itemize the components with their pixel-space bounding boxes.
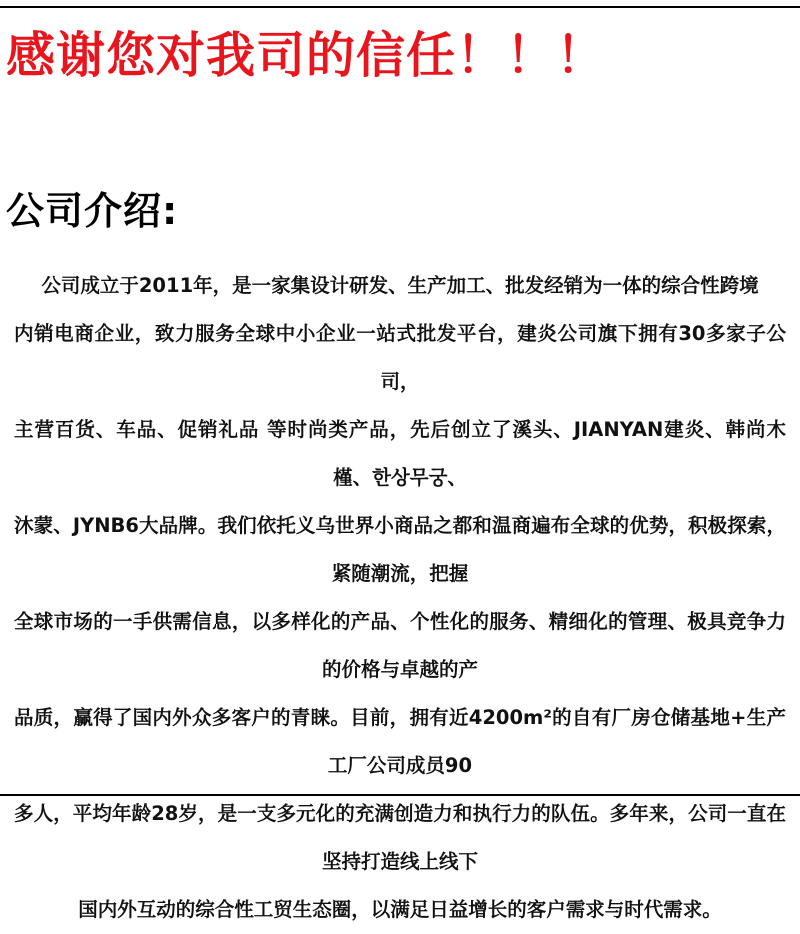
body-line: 全球市场的一手供需信息，以多样化的产品、个性化的服务、精细化的管理、极具竞争力的价格与卓越的产 bbox=[14, 610, 786, 681]
body-line: 主营百货、车品、促销礼品 等时尚类产品，先后创立了溪头、JIANYAN建炎、韩尚木槿、한상무궁、 bbox=[14, 418, 786, 489]
body-line: 品质，赢得了国内外众多客户的青睐。目前，拥有近4200m²的自有厂房仓储基地+生产工厂公司成员90 bbox=[14, 706, 786, 777]
body-line: 国内外互动的综合性工贸生态圈，以满足日益增长的客户需求与时代需求。 bbox=[78, 898, 722, 921]
company-introduction-body bbox=[14, 262, 786, 934]
body-line: 公司成立于2011年，是一家集设计研发、生产加工、批发经销为一体的综合性跨境 bbox=[41, 274, 759, 297]
top-divider bbox=[0, 6, 800, 8]
body-line: 内销电商企业，致力服务全球中小企业一站式批发平台，建炎公司旗下拥有30多家子公司， bbox=[14, 322, 786, 393]
section-title-company-introduction: 公司介绍: bbox=[6, 189, 179, 233]
headline-thank-you: 感谢您对我司的信任！！！ bbox=[6, 27, 607, 84]
body-line: 多人，平均年龄28岁，是一支多元化的充满创造力和执行力的队伍。多年来，公司一直在坚持打造线上线下 bbox=[14, 802, 786, 873]
body-line: 沐蒙、JYNB6大品牌。我们依托义乌世界小商品之都和温商遍布全球的优势，积极探索，紧随潮流，把握 bbox=[14, 514, 786, 585]
bottom-divider bbox=[0, 794, 800, 796]
